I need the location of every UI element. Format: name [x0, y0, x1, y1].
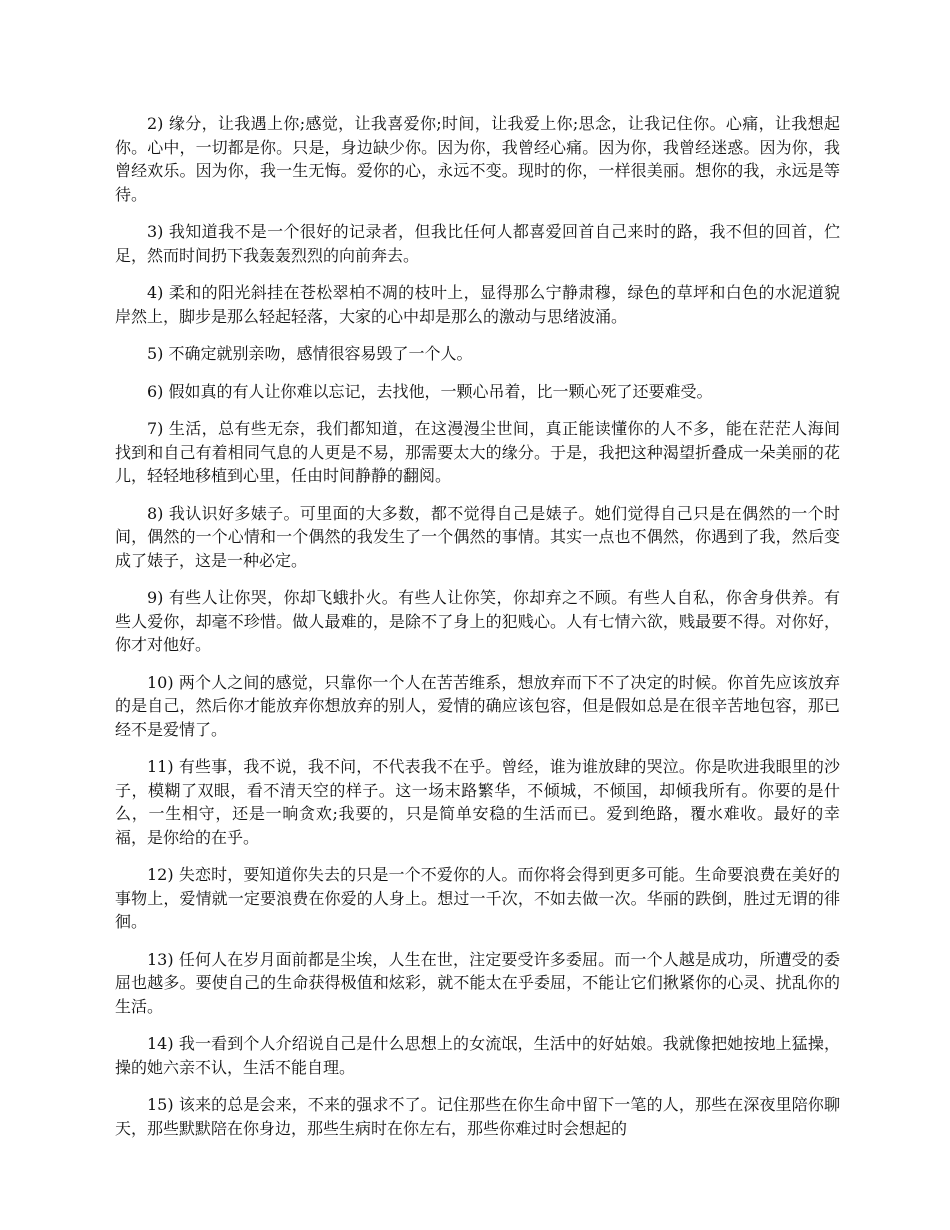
paragraph-14: 14) 我一看到个人介绍说自己是什么思想上的女流氓，生活中的好姑娘。我就像把她按地上猛操，操的她六亲不认，生活不能自理。: [115, 1034, 840, 1077]
paragraph-8: 8) 我认识好多婊子。可里面的大多数，都不觉得自己是婊子。她们觉得自己只是在偶然的一个时间，偶然的一个心情和一个偶然的我发生了一个偶然的事情。其实一点也不偶然，你遇到了我，然后变成了婊子，这是一种必定。: [115, 503, 840, 570]
document-body: [115, 112, 840, 1154]
paragraph-10: 10) 两个人之间的感觉，只靠你一个人在苦苦维系，想放弃而下不了决定的时候。你首先应该放弃的是自己，然后你才能放弃你想放弃的别人，爱情的确应该包容，但是假如总是在很辛苦地包容，那已经不是爱情了。: [115, 672, 840, 739]
paragraph-12: 12) 失恋时，要知道你失去的只是一个不爱你的人。而你将会得到更多可能。生命要浪费在美好的事物上，爱情就一定要浪费在你爱的人身上。想过一千次，不如去做一次。华丽的跌倒，胜过无谓的徘徊。: [115, 865, 840, 931]
paragraph-9: 9) 有些人让你哭，你却飞蛾扑火。有些人让你笑，你却弃之不顾。有些人自私，你舍身供养。有些人爱你，却毫不珍惜。做人最难的，是除不了身上的犯贱心。人有七情六欲，贱最要不得。对你好，你才对他好。: [115, 588, 840, 654]
paragraph-3: 3) 我知道我不是一个很好的记录者，但我比任何人都喜爱回首自己来时的路，我不但的回首，伫足，然而时间扔下我轰轰烈烈的向前奔去。: [115, 222, 840, 265]
paragraph-2: 2) 缘分，让我遇上你;感觉，让我喜爱你;时间，让我爱上你;思念，让我记住你。心痛，让我想起你。心中，一切都是你。只是，身边缺少你。因为你，我曾经心痛。因为你，我曾经迷惑。因为你，我曾经欢乐。因为你，我一生无悔。爱你的心，永远不变。现时的你，一样很美丽。想你的我，永远是等待。: [115, 114, 840, 204]
paragraph-15: 15) 该来的总是会来，不来的强求不了。记住那些在你生命中留下一笔的人，那些在深夜里陪你聊天，那些默默陪在你身边，那些生病时在你左右，那些你难过时会想起的: [115, 1095, 840, 1138]
paragraph-6: 6) 假如真的有人让你难以忘记，去找他，一颗心吊着，比一颗心死了还要难受。: [147, 381, 713, 401]
paragraph-11: 11) 有些事，我不说，我不问，不代表我不在乎。曾经，谁为谁放肆的哭泣。你是吹进我眼里的沙子，模糊了双眼，看不清天空的样子。这一场末路繁华，不倾城，不倾国，却倾我所有。你要的是什么，一生相守，还是一晌贪欢;我要的，只是简单安稳的生活而已。爱到绝路，覆水难收。最好的幸福，是你给的在乎。: [115, 757, 840, 847]
paragraph-7: 7) 生活，总有些无奈，我们都知道，在这漫漫尘世间，真正能读懂你的人不多，能在茫茫人海间找到和自己有着相同气息的人更是不易，那需要太大的缘分。于是，我把这种渴望折叠成一朵美丽的花儿，轻轻地移植到心里，任由时间静静的翻阅。: [115, 419, 840, 485]
paragraph-13: 13) 任何人在岁月面前都是尘埃，人生在世，注定要受许多委屈。而一个人越是成功，所遭受的委屈也越多。要使自己的生命获得极值和炫彩，就不能太在乎委屈，不能让它们揪紧你的心灵、扰乱你的生活。: [115, 949, 840, 1016]
paragraph-4: 4) 柔和的阳光斜挂在苍松翠柏不凋的枝叶上，显得那么宁静肃穆，绿色的草坪和白色的水泥道貌岸然上，脚步是那么轻起轻落，大家的心中却是那么的激动与思绪波涌。: [115, 283, 840, 326]
paragraph-5: 5) 不确定就别亲吻，感情很容易毁了一个人。: [147, 344, 473, 363]
